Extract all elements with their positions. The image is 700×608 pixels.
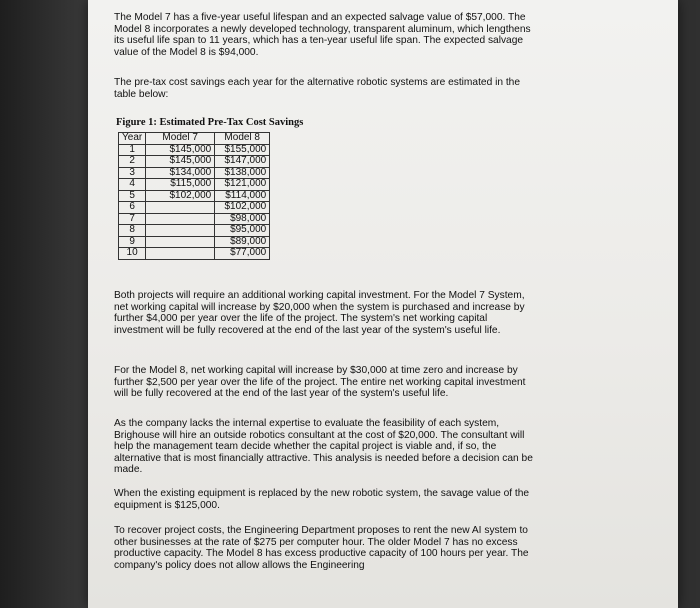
paragraph-cost-savings-intro: The pre-tax cost savings each year for the alternative robotic systems are estimated in the table below: xyxy=(114,77,520,100)
header-model-7: Model 7 xyxy=(146,133,215,145)
document-page xyxy=(88,0,678,608)
cell-year: 6 xyxy=(119,202,146,214)
table-row xyxy=(119,248,270,260)
cell-year: 4 xyxy=(119,179,146,191)
table-row xyxy=(119,179,270,191)
table-row xyxy=(119,190,270,202)
table-header-row xyxy=(119,133,270,145)
figure-title: Figure 1: Estimated Pre-Tax Cost Savings xyxy=(116,117,304,128)
cell-model-7 xyxy=(146,225,215,237)
cell-year: 7 xyxy=(119,213,146,225)
cell-model-8: $77,000 xyxy=(215,248,270,260)
cell-year: 10 xyxy=(119,248,146,260)
cell-model-7: $145,000 xyxy=(146,144,215,156)
cell-model-8: $98,000 xyxy=(215,213,270,225)
cell-model-8: $138,000 xyxy=(215,167,270,179)
table-row xyxy=(119,167,270,179)
paragraph-consultant: As the company lacks the internal expertise to evaluate the feasibility of each system, Brighouse will hire an outside robotics consultant at the cost of $20,000. The consultant will help the management team decide whether the capital project is viable and, if so, the alternative that is most financially attractive. This analysis is needed before a decision can be made. xyxy=(114,418,533,475)
table-row xyxy=(119,144,270,156)
cell-model-7: $145,000 xyxy=(146,156,215,168)
cell-year: 8 xyxy=(119,225,146,237)
cost-savings-table xyxy=(118,132,270,260)
cell-model-8: $155,000 xyxy=(215,144,270,156)
paragraph-model-lifespan: The Model 7 has a five-year useful lifespan and an expected salvage value of $57,000. The Model 8 incorporates a newly developed technology, transparent aluminum, which lengthens its useful life span to 11 years, which has a ten-year useful life span. The expected salvage value of the Model 8 is $94,000. xyxy=(114,12,531,58)
cell-year: 5 xyxy=(119,190,146,202)
cell-year: 2 xyxy=(119,156,146,168)
cell-model-8: $95,000 xyxy=(215,225,270,237)
background-left xyxy=(0,0,88,608)
header-model-8: Model 8 xyxy=(215,133,270,145)
table-body xyxy=(119,144,270,259)
cell-model-7: $115,000 xyxy=(146,179,215,191)
background-right xyxy=(678,0,700,608)
table-row xyxy=(119,225,270,237)
table-row xyxy=(119,213,270,225)
cell-model-7 xyxy=(146,202,215,214)
cell-model-8: $102,000 xyxy=(215,202,270,214)
table-row xyxy=(119,236,270,248)
paragraph-rental-proposal: To recover project costs, the Engineering Department proposes to rent the new AI system to other businesses at the rate of $275 per computer hour. The older Model 7 has no excess productive capacity. The Model 8 has excess productive capacity of 100 hours per year. The company's policy does not allow allows the Engineering xyxy=(114,525,529,571)
table-row xyxy=(119,202,270,214)
cell-model-8: $147,000 xyxy=(215,156,270,168)
cell-model-8: $89,000 xyxy=(215,236,270,248)
cell-model-7 xyxy=(146,248,215,260)
cell-model-8: $114,000 xyxy=(215,190,270,202)
paragraph-working-capital-model-8: For the Model 8, net working capital will increase by $30,000 at time zero and increase by further $2,500 per year over the life of the project. The entire net working capital investment will be fully recovered at the end of the last year of the system's useful life. xyxy=(114,365,526,399)
cell-model-7 xyxy=(146,213,215,225)
cell-model-7: $134,000 xyxy=(146,167,215,179)
cell-year: 3 xyxy=(119,167,146,179)
paragraph-working-capital-model-7: Both projects will require an additional working capital investment. For the Model 7 System, net working capital will increase by $20,000 when the system is purchased and increase by further $4,000 per year over the life of the project. The system's net working capital investment will be fully recovered at the end of the last year of the system's useful life. xyxy=(114,290,525,336)
cell-model-7 xyxy=(146,236,215,248)
paragraph-salvage-value: When the existing equipment is replaced by the new robotic system, the savage value of the equipment is $125,000. xyxy=(114,488,530,511)
cell-year: 1 xyxy=(119,144,146,156)
cell-year: 9 xyxy=(119,236,146,248)
table-row xyxy=(119,156,270,168)
cell-model-8: $121,000 xyxy=(215,179,270,191)
header-year: Year xyxy=(119,133,146,145)
cell-model-7: $102,000 xyxy=(146,190,215,202)
